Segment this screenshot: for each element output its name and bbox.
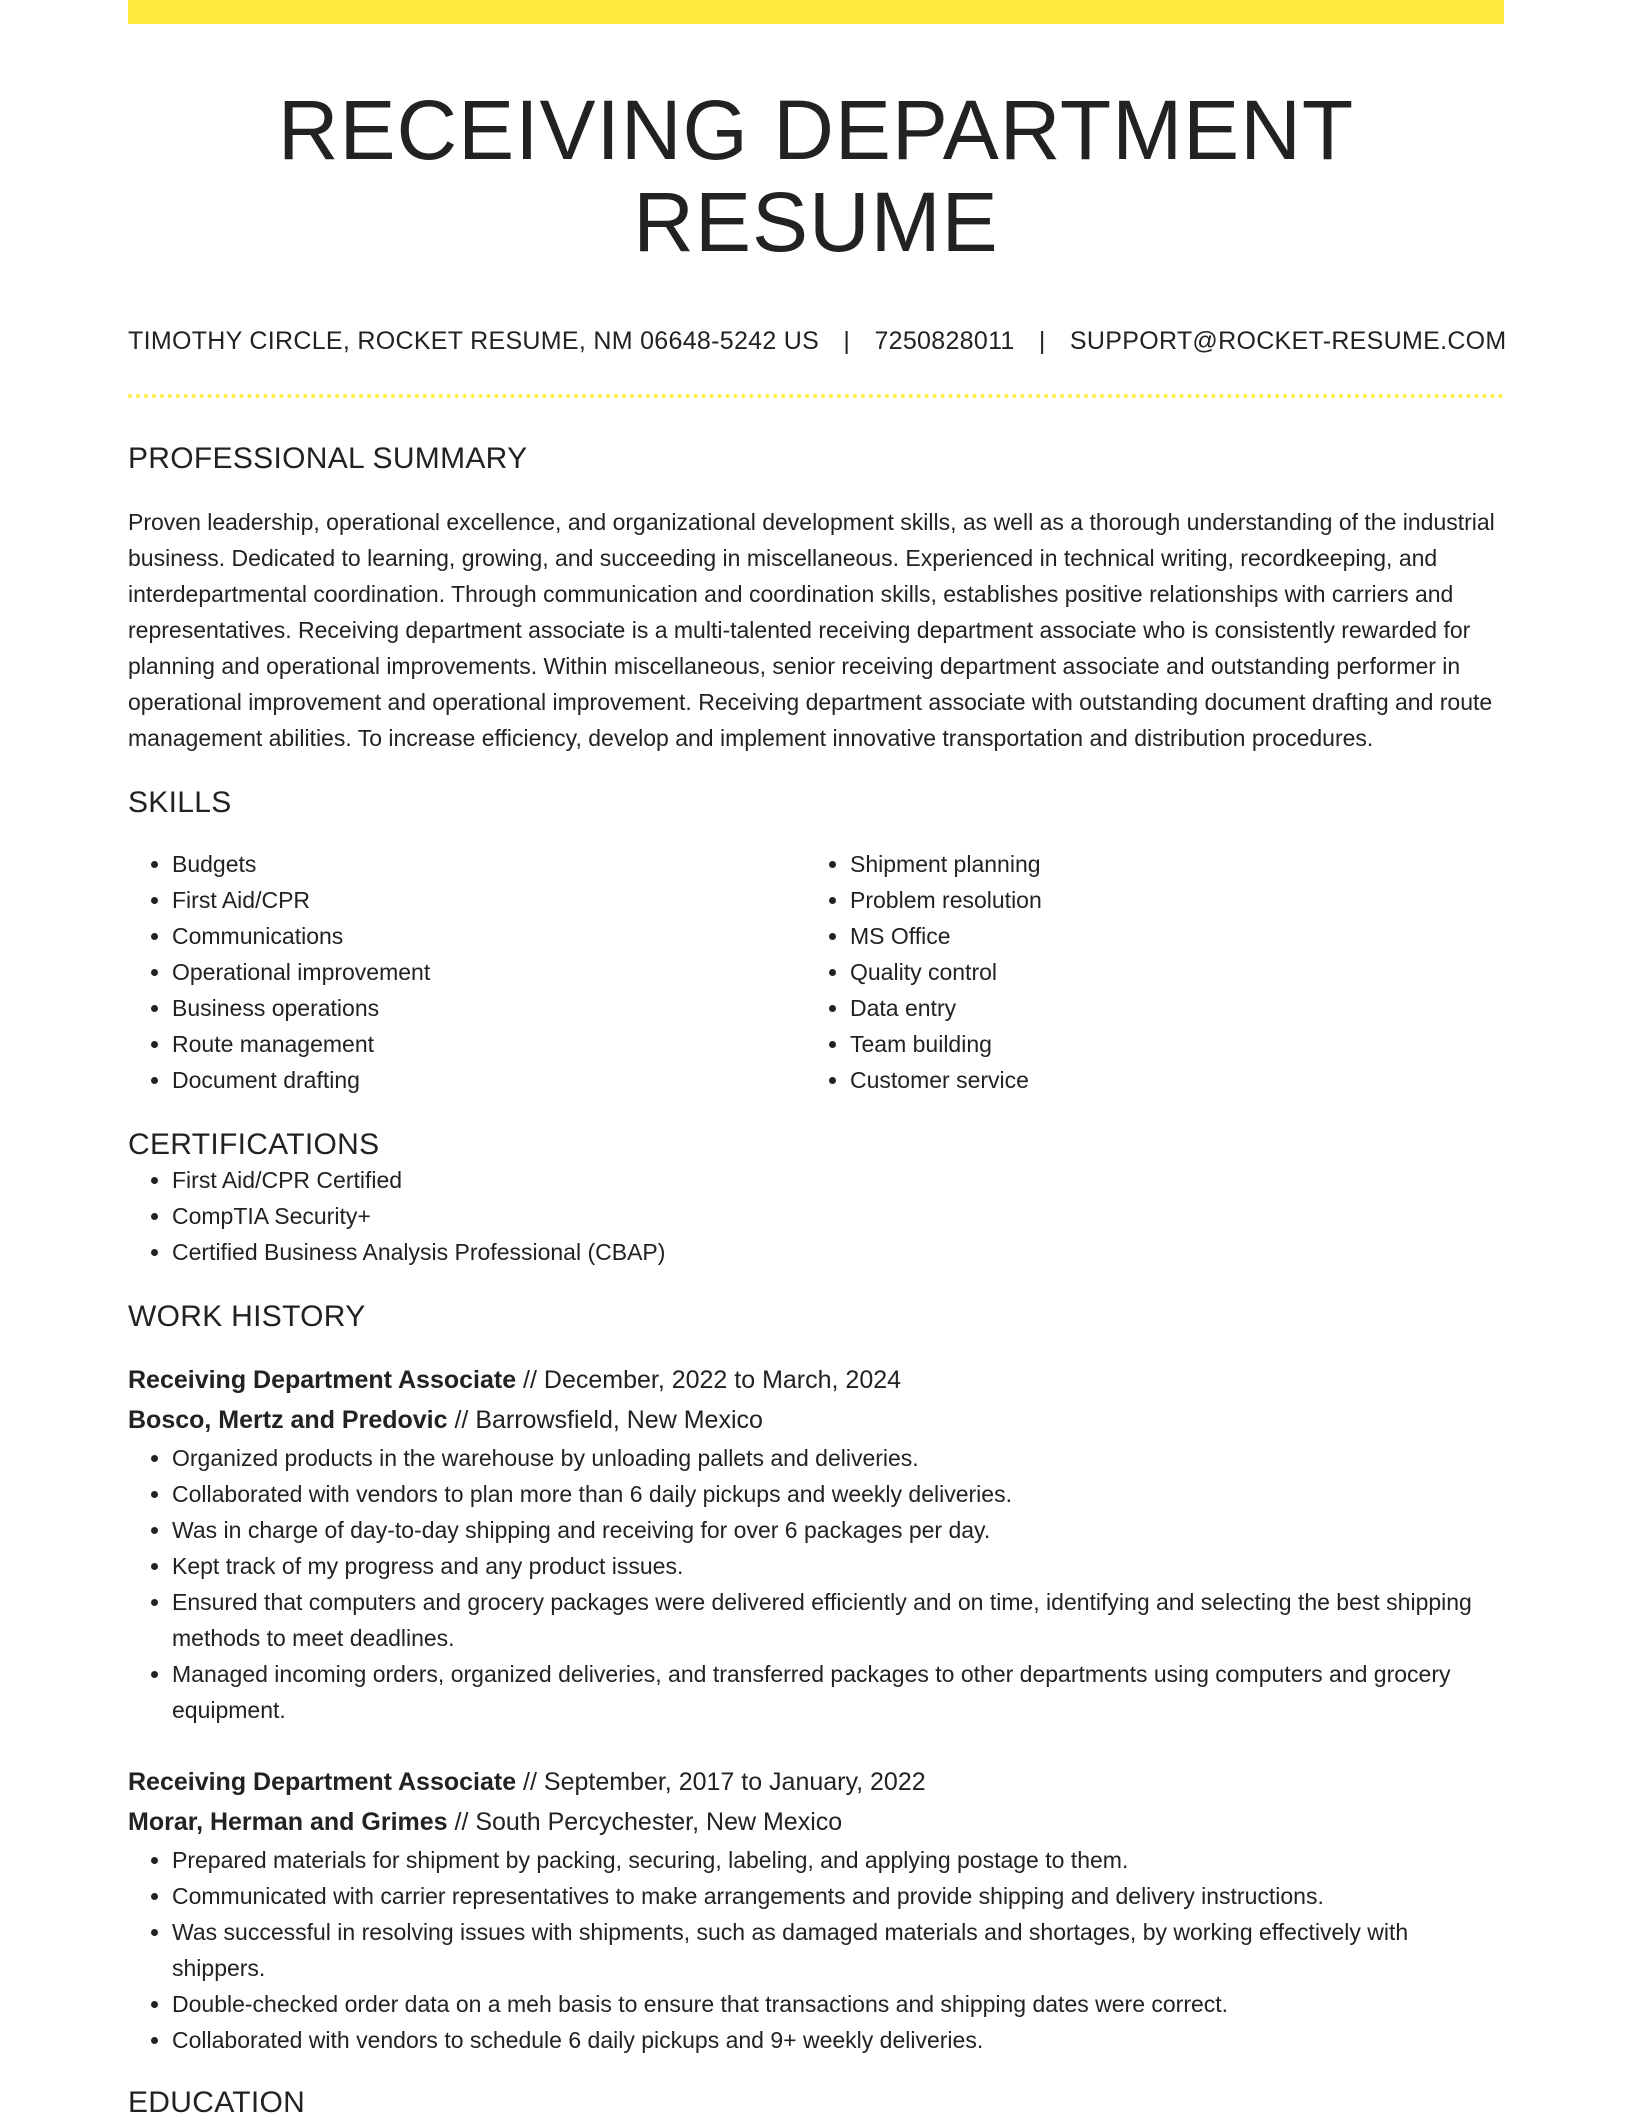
work-history-heading: WORK HISTORY: [128, 1299, 366, 1333]
job-duties-list: [128, 1842, 1504, 2058]
job-duty: • Organized products in the warehouse by unloading pallets and deliveries.: [172, 1440, 1504, 1476]
job-title-line: [128, 1762, 1504, 1802]
job-duty: • Prepared materials for shipment by packing, securing, labeling, and applying postage to them.: [172, 1842, 1504, 1878]
skill-item: • Customer service: [850, 1062, 1484, 1098]
job-dates: // December, 2022 to March, 2024: [516, 1365, 902, 1394]
contact-address: TIMOTHY CIRCLE, ROCKET RESUME, NM 06648-5242 US: [128, 326, 820, 355]
job-company: Morar, Herman and Grimes: [128, 1807, 448, 1836]
contact-separator: |: [843, 326, 851, 355]
skill-item: • Problem resolution: [850, 882, 1484, 918]
contact-email: SUPPORT@ROCKET-RESUME.COM: [1069, 326, 1507, 355]
certification-item: • Certified Business Analysis Professional (CBAP): [172, 1234, 1504, 1270]
skill-item: • MS Office: [850, 918, 1484, 954]
resume-title: RECEIVING DEPARTMENT RESUME: [277, 83, 1355, 270]
job-title: Receiving Department Associate: [128, 1365, 517, 1394]
job-duty: • Ensured that computers and grocery packages were delivered efficiently and on time, identifying and selecting the best shipping methods to meet deadlines.: [172, 1584, 1504, 1656]
job-title-line: [128, 1360, 1504, 1400]
accent-top-bar: [128, 0, 1504, 24]
job-duty: • Collaborated with vendors to plan more than 6 daily pickups and weekly deliveries.: [172, 1476, 1504, 1512]
skill-item: • Team building: [850, 1026, 1484, 1062]
job-company-line: [128, 1802, 1504, 1842]
skills-column-right: [806, 846, 1484, 1098]
job-location: // Barrowsfield, New Mexico: [447, 1405, 763, 1434]
skill-item: • Business operations: [172, 990, 806, 1026]
job-duty: • Was successful in resolving issues with shipments, such as damaged materials and shortages, by working effectively with shippers.: [172, 1914, 1504, 1986]
contact-line: [128, 326, 1507, 356]
summary-heading: PROFESSIONAL SUMMARY: [128, 441, 528, 475]
job-company-line: [128, 1400, 1504, 1440]
skill-item: • Shipment planning: [850, 846, 1484, 882]
skills-list-right: [806, 846, 1484, 1098]
skill-item: • Operational improvement: [172, 954, 806, 990]
job-location: // South Percychester, New Mexico: [447, 1807, 843, 1836]
job-duty: • Collaborated with vendors to schedule 6 daily pickups and 9+ weekly deliveries.: [172, 2022, 1504, 2058]
skills-list-left: [128, 846, 806, 1098]
job-duty: • Double-checked order data on a meh basis to ensure that transactions and shipping dates were correct.: [172, 1986, 1504, 2022]
skill-item: • Data entry: [850, 990, 1484, 1026]
job-entry: [128, 1762, 1504, 2058]
skill-item: • Quality control: [850, 954, 1484, 990]
certifications-heading: CERTIFICATIONS: [128, 1127, 380, 1161]
certifications-list: [128, 1162, 1504, 1270]
job-company: Bosco, Mertz and Predovic: [128, 1405, 448, 1434]
job-duty: • Kept track of my progress and any product issues.: [172, 1548, 1504, 1584]
job-title: Receiving Department Associate: [128, 1767, 517, 1796]
dotted-divider: [128, 394, 1504, 398]
certification-item: • First Aid/CPR Certified: [172, 1162, 1504, 1198]
skill-item: • Budgets: [172, 846, 806, 882]
certification-item: • CompTIA Security+: [172, 1198, 1504, 1234]
education-heading: EDUCATION: [128, 2085, 306, 2119]
skills-heading: SKILLS: [128, 785, 232, 819]
job-duty: • Managed incoming orders, organized deliveries, and transferred packages to other departments using computers and grocery equipment.: [172, 1656, 1504, 1728]
contact-separator: |: [1038, 326, 1046, 355]
skill-item: • First Aid/CPR: [172, 882, 806, 918]
job-entry: [128, 1360, 1504, 1728]
skill-item: • Route management: [172, 1026, 806, 1062]
contact-phone: 7250828011: [874, 326, 1015, 355]
resume-page: [128, 0, 1507, 2120]
skills-column-left: [128, 846, 806, 1098]
summary-text: Proven leadership, operational excellence, and organizational development skills, as well as a thorough understanding of the industrial business. Dedicated to learning, growing, and succeeding in miscellaneous. Experienced in technical writing, recordkeeping, and interdepartmental coordination. Through communication and coordination skills, establishes positive relationships with carriers and representatives. Receiving department associate is a multi-talented receiving department associate who is consistently rewarded for planning and operational improvements. Within miscellaneous, senior receiving department associate and outstanding performer in operational improvement and operational improvement. Receiving department associate with outstanding document drafting and route management abilities. To increase efficiency, develop and implement innovative transportation and distribution procedures.: [128, 508, 1495, 751]
job-duty: • Was in charge of day-to-day shipping and receiving for over 6 packages per day.: [172, 1512, 1504, 1548]
job-dates: // September, 2017 to January, 2022: [516, 1767, 926, 1796]
skill-item: • Document drafting: [172, 1062, 806, 1098]
skill-item: • Communications: [172, 918, 806, 954]
job-duties-list: [128, 1440, 1504, 1728]
skills-grid: [128, 846, 1504, 1098]
job-duty: • Communicated with carrier representatives to make arrangements and provide shipping and delivery instructions.: [172, 1878, 1504, 1914]
